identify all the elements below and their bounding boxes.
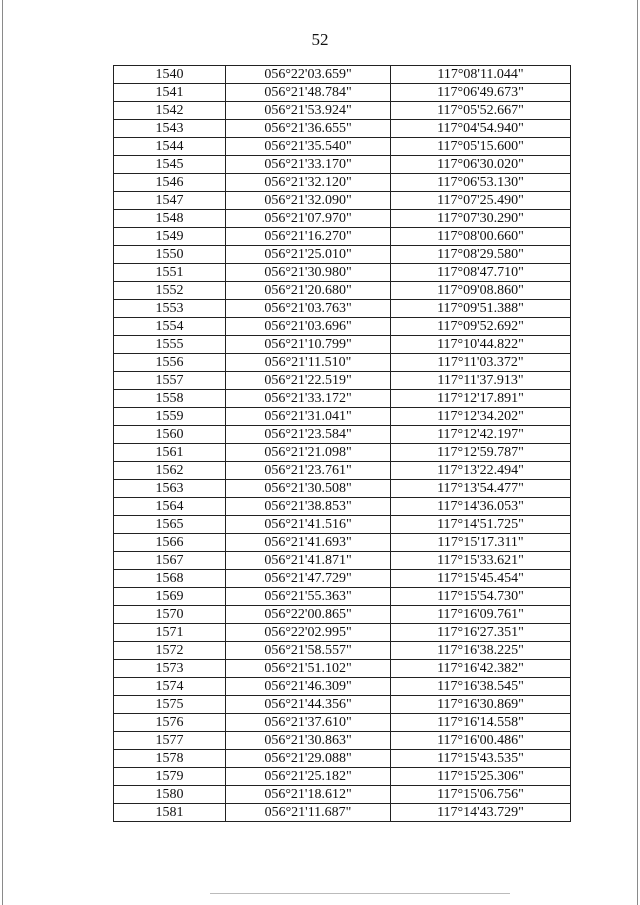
table-row	[114, 552, 571, 570]
page-border-left	[2, 0, 3, 905]
longitude-cell: 117°08'11.044"	[391, 66, 571, 84]
longitude-cell: 117°08'29.580"	[391, 246, 571, 264]
longitude-cell: 117°15'06.756"	[391, 786, 571, 804]
table-row	[114, 174, 571, 192]
longitude-cell: 117°12'59.787"	[391, 444, 571, 462]
point-number-cell: 1560	[114, 426, 226, 444]
latitude-cell: 056°21'25.010"	[226, 246, 391, 264]
point-number-cell: 1569	[114, 588, 226, 606]
table-row	[114, 228, 571, 246]
longitude-cell: 117°14'51.725"	[391, 516, 571, 534]
latitude-cell: 056°21'53.924"	[226, 102, 391, 120]
table-row	[114, 696, 571, 714]
point-number-cell: 1542	[114, 102, 226, 120]
point-number-cell: 1570	[114, 606, 226, 624]
longitude-cell: 117°12'17.891"	[391, 390, 571, 408]
latitude-cell: 056°21'11.687"	[226, 804, 391, 822]
longitude-cell: 117°15'45.454"	[391, 570, 571, 588]
table-row	[114, 480, 571, 498]
point-number-cell: 1562	[114, 462, 226, 480]
longitude-cell: 117°08'00.660"	[391, 228, 571, 246]
point-number-cell: 1557	[114, 372, 226, 390]
longitude-cell: 117°12'34.202"	[391, 408, 571, 426]
table-row	[114, 372, 571, 390]
latitude-cell: 056°21'21.098"	[226, 444, 391, 462]
latitude-cell: 056°22'03.659"	[226, 66, 391, 84]
latitude-cell: 056°21'23.584"	[226, 426, 391, 444]
table-row	[114, 138, 571, 156]
longitude-cell: 117°16'00.486"	[391, 732, 571, 750]
longitude-cell: 117°15'25.306"	[391, 768, 571, 786]
point-number-cell: 1576	[114, 714, 226, 732]
table-row	[114, 282, 571, 300]
point-number-cell: 1545	[114, 156, 226, 174]
longitude-cell: 117°15'54.730"	[391, 588, 571, 606]
latitude-cell: 056°21'48.784"	[226, 84, 391, 102]
page-border-right	[637, 0, 638, 905]
longitude-cell: 117°16'09.761"	[391, 606, 571, 624]
table-row	[114, 462, 571, 480]
longitude-cell: 117°04'54.940"	[391, 120, 571, 138]
table-row	[114, 768, 571, 786]
point-number-cell: 1574	[114, 678, 226, 696]
point-number-cell: 1548	[114, 210, 226, 228]
point-number-cell: 1556	[114, 354, 226, 372]
latitude-cell: 056°21'32.120"	[226, 174, 391, 192]
longitude-cell: 117°05'15.600"	[391, 138, 571, 156]
point-number-cell: 1559	[114, 408, 226, 426]
point-number-cell: 1540	[114, 66, 226, 84]
table-row	[114, 66, 571, 84]
longitude-cell: 117°06'53.130"	[391, 174, 571, 192]
longitude-cell: 117°11'03.372"	[391, 354, 571, 372]
point-number-cell: 1578	[114, 750, 226, 768]
table-row	[114, 354, 571, 372]
longitude-cell: 117°07'30.290"	[391, 210, 571, 228]
table-row	[114, 588, 571, 606]
table-row	[114, 444, 571, 462]
point-number-cell: 1558	[114, 390, 226, 408]
longitude-cell: 117°09'52.692"	[391, 318, 571, 336]
latitude-cell: 056°21'41.871"	[226, 552, 391, 570]
table-row	[114, 498, 571, 516]
table-row	[114, 264, 571, 282]
point-number-cell: 1552	[114, 282, 226, 300]
table-row	[114, 732, 571, 750]
longitude-cell: 117°06'30.020"	[391, 156, 571, 174]
point-number-cell: 1567	[114, 552, 226, 570]
point-number-cell: 1579	[114, 768, 226, 786]
latitude-cell: 056°21'29.088"	[226, 750, 391, 768]
latitude-cell: 056°21'18.612"	[226, 786, 391, 804]
table-row	[114, 642, 571, 660]
point-number-cell: 1563	[114, 480, 226, 498]
latitude-cell: 056°21'35.540"	[226, 138, 391, 156]
latitude-cell: 056°21'33.170"	[226, 156, 391, 174]
latitude-cell: 056°21'41.693"	[226, 534, 391, 552]
latitude-cell: 056°21'51.102"	[226, 660, 391, 678]
latitude-cell: 056°22'00.865"	[226, 606, 391, 624]
latitude-cell: 056°22'02.995"	[226, 624, 391, 642]
point-number-cell: 1573	[114, 660, 226, 678]
table-row	[114, 570, 571, 588]
point-number-cell: 1541	[114, 84, 226, 102]
point-number-cell: 1547	[114, 192, 226, 210]
latitude-cell: 056°21'20.680"	[226, 282, 391, 300]
point-number-cell: 1572	[114, 642, 226, 660]
table-row	[114, 426, 571, 444]
point-number-cell: 1555	[114, 336, 226, 354]
point-number-cell: 1565	[114, 516, 226, 534]
point-number-cell: 1564	[114, 498, 226, 516]
longitude-cell: 117°11'37.913"	[391, 372, 571, 390]
longitude-cell: 117°16'30.869"	[391, 696, 571, 714]
point-number-cell: 1551	[114, 264, 226, 282]
latitude-cell: 056°21'30.863"	[226, 732, 391, 750]
table-row	[114, 408, 571, 426]
table-row	[114, 102, 571, 120]
point-number-cell: 1568	[114, 570, 226, 588]
longitude-cell: 117°10'44.822"	[391, 336, 571, 354]
table-row	[114, 84, 571, 102]
longitude-cell: 117°13'54.477"	[391, 480, 571, 498]
point-number-cell: 1577	[114, 732, 226, 750]
bottom-scan-line	[210, 893, 510, 894]
latitude-cell: 056°21'33.172"	[226, 390, 391, 408]
latitude-cell: 056°21'31.041"	[226, 408, 391, 426]
longitude-cell: 117°15'17.311"	[391, 534, 571, 552]
latitude-cell: 056°21'07.970"	[226, 210, 391, 228]
longitude-cell: 117°15'43.535"	[391, 750, 571, 768]
table-row	[114, 192, 571, 210]
table-row	[114, 120, 571, 138]
latitude-cell: 056°21'03.763"	[226, 300, 391, 318]
latitude-cell: 056°21'41.516"	[226, 516, 391, 534]
longitude-cell: 117°13'22.494"	[391, 462, 571, 480]
table-row	[114, 246, 571, 264]
latitude-cell: 056°21'47.729"	[226, 570, 391, 588]
latitude-cell: 056°21'32.090"	[226, 192, 391, 210]
point-number-cell: 1550	[114, 246, 226, 264]
point-number-cell: 1543	[114, 120, 226, 138]
point-number-cell: 1580	[114, 786, 226, 804]
longitude-cell: 117°15'33.621"	[391, 552, 571, 570]
table-row	[114, 516, 571, 534]
table-row	[114, 534, 571, 552]
table-row	[114, 606, 571, 624]
point-number-cell: 1546	[114, 174, 226, 192]
table-row	[114, 318, 571, 336]
table-row	[114, 336, 571, 354]
page-number: 52	[311, 30, 329, 49]
longitude-cell: 117°07'25.490"	[391, 192, 571, 210]
longitude-cell: 117°09'08.860"	[391, 282, 571, 300]
table-row	[114, 624, 571, 642]
longitude-cell: 117°08'47.710"	[391, 264, 571, 282]
latitude-cell: 056°21'30.508"	[226, 480, 391, 498]
latitude-cell: 056°21'11.510"	[226, 354, 391, 372]
latitude-cell: 056°21'30.980"	[226, 264, 391, 282]
table-row	[114, 678, 571, 696]
point-number-cell: 1554	[114, 318, 226, 336]
latitude-cell: 056°21'25.182"	[226, 768, 391, 786]
point-number-cell: 1553	[114, 300, 226, 318]
latitude-cell: 056°21'46.309"	[226, 678, 391, 696]
table-row	[114, 300, 571, 318]
point-number-cell: 1544	[114, 138, 226, 156]
table-row	[114, 156, 571, 174]
latitude-cell: 056°21'36.655"	[226, 120, 391, 138]
longitude-cell: 117°12'42.197"	[391, 426, 571, 444]
longitude-cell: 117°16'38.545"	[391, 678, 571, 696]
longitude-cell: 117°09'51.388"	[391, 300, 571, 318]
point-number-cell: 1581	[114, 804, 226, 822]
latitude-cell: 056°21'44.356"	[226, 696, 391, 714]
table-row	[114, 714, 571, 732]
longitude-cell: 117°14'36.053"	[391, 498, 571, 516]
longitude-cell: 117°06'49.673"	[391, 84, 571, 102]
latitude-cell: 056°21'38.853"	[226, 498, 391, 516]
longitude-cell: 117°05'52.667"	[391, 102, 571, 120]
longitude-cell: 117°16'27.351"	[391, 624, 571, 642]
latitude-cell: 056°21'10.799"	[226, 336, 391, 354]
point-number-cell: 1575	[114, 696, 226, 714]
longitude-cell: 117°16'38.225"	[391, 642, 571, 660]
longitude-cell: 117°16'14.558"	[391, 714, 571, 732]
latitude-cell: 056°21'37.610"	[226, 714, 391, 732]
longitude-cell: 117°16'42.382"	[391, 660, 571, 678]
table-row	[114, 660, 571, 678]
latitude-cell: 056°21'23.761"	[226, 462, 391, 480]
table-row	[114, 750, 571, 768]
latitude-cell: 056°21'55.363"	[226, 588, 391, 606]
latitude-cell: 056°21'22.519"	[226, 372, 391, 390]
table-row	[114, 390, 571, 408]
table-row	[114, 210, 571, 228]
table-row	[114, 786, 571, 804]
point-number-cell: 1571	[114, 624, 226, 642]
latitude-cell: 056°21'58.557"	[226, 642, 391, 660]
longitude-cell: 117°14'43.729"	[391, 804, 571, 822]
point-number-cell: 1566	[114, 534, 226, 552]
point-number-cell: 1561	[114, 444, 226, 462]
coordinates-table-body	[114, 66, 571, 822]
coordinates-table	[113, 65, 571, 822]
latitude-cell: 056°21'16.270"	[226, 228, 391, 246]
point-number-cell: 1549	[114, 228, 226, 246]
table-row	[114, 804, 571, 822]
latitude-cell: 056°21'03.696"	[226, 318, 391, 336]
